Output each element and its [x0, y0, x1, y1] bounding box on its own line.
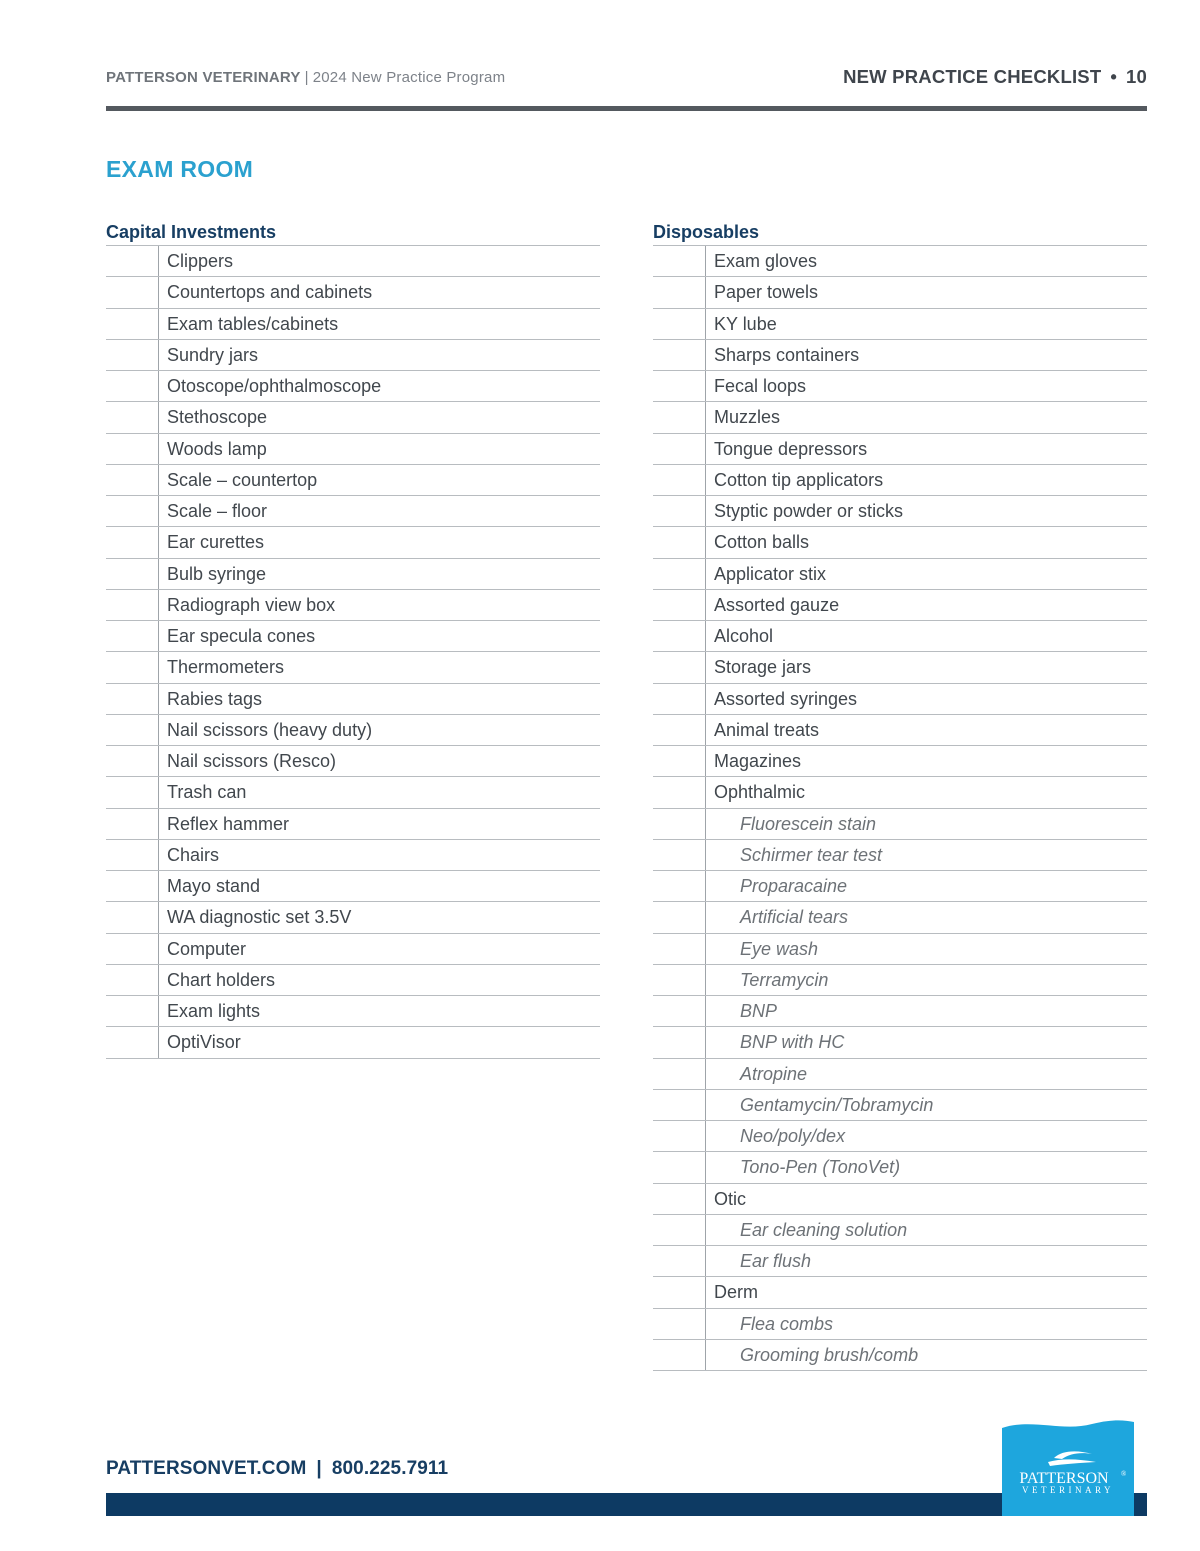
checkbox[interactable]	[653, 402, 706, 432]
checkbox[interactable]	[106, 621, 159, 651]
checkbox[interactable]	[653, 371, 706, 401]
checkbox[interactable]	[653, 652, 706, 682]
disposables-item-label: Exam gloves	[714, 251, 818, 271]
footer-contact	[106, 1458, 448, 1480]
capital-item-label: Reflex hammer	[167, 813, 290, 834]
checkbox[interactable]	[106, 996, 159, 1026]
disposables-row	[653, 1215, 1147, 1246]
capital-row	[106, 402, 600, 433]
checkbox[interactable]	[653, 715, 706, 745]
capital-row	[106, 371, 600, 402]
checkbox[interactable]	[106, 746, 159, 776]
capital-item-label: Clippers	[167, 251, 234, 271]
checkbox[interactable]	[106, 590, 159, 620]
checkbox[interactable]	[653, 340, 706, 370]
capital-item-label: Bulb syringe	[167, 563, 267, 584]
disposables-row	[653, 871, 1147, 902]
header-right	[843, 66, 1147, 88]
disposables-row	[653, 934, 1147, 965]
checkbox[interactable]	[653, 246, 706, 276]
disposables-row	[653, 809, 1147, 840]
checkbox[interactable]	[653, 1340, 706, 1370]
disposables-item-label: Flea combs	[740, 1313, 834, 1334]
checkbox[interactable]	[106, 559, 159, 589]
disposables-row	[653, 1184, 1147, 1215]
checkbox[interactable]	[106, 277, 159, 307]
capital-row	[106, 715, 600, 746]
disposables-item-label: Applicator stix	[714, 563, 827, 584]
disposables-item-label: Gentamycin/Tobramycin	[740, 1094, 934, 1115]
capital-row	[106, 246, 600, 277]
capital-item-label: Radiograph view box	[167, 594, 336, 615]
capital-item-label: Woods lamp	[167, 438, 267, 459]
disposables-row	[653, 902, 1147, 933]
checkbox[interactable]	[106, 840, 159, 870]
checkbox[interactable]	[653, 1277, 706, 1307]
checkbox[interactable]	[106, 527, 159, 557]
disposables-row	[653, 777, 1147, 808]
checkbox[interactable]	[106, 652, 159, 682]
capital-row	[106, 465, 600, 496]
capital-item-label: Mayo stand	[167, 876, 261, 896]
header-dot: •	[1110, 66, 1118, 87]
disposables-row	[653, 246, 1147, 277]
capital-row	[106, 527, 600, 558]
checkbox[interactable]	[106, 340, 159, 370]
logo-name: PATTERSON	[1019, 1470, 1109, 1487]
capital-item-label: Nail scissors (Resco)	[167, 751, 337, 771]
capital-item-label: Scale – countertop	[167, 469, 318, 490]
capital-row	[106, 590, 600, 621]
disposables-row	[653, 1277, 1147, 1308]
disposables-row	[653, 996, 1147, 1027]
disposables-row	[653, 590, 1147, 621]
checkbox[interactable]	[106, 777, 159, 807]
patterson-veterinary-logo	[1002, 1418, 1134, 1516]
capital-row	[106, 777, 600, 808]
disposables-row	[653, 527, 1147, 558]
disposables-item-label: Eye wash	[740, 938, 819, 959]
checkbox[interactable]	[106, 715, 159, 745]
disposables-item-label: Magazines	[714, 751, 802, 771]
capital-row	[106, 746, 600, 777]
disposables-row	[653, 965, 1147, 996]
capital-item-label: OptiVisor	[167, 1032, 241, 1053]
disposables-row	[653, 1027, 1147, 1058]
capital-row	[106, 277, 600, 308]
capital-item-label: Exam tables/cabinets	[167, 313, 339, 334]
checkbox[interactable]	[653, 840, 706, 870]
checkbox[interactable]	[106, 496, 159, 526]
checkbox[interactable]	[653, 621, 706, 651]
capital-item-label: Stethoscope	[167, 407, 268, 428]
disposables-row	[653, 1309, 1147, 1340]
disposables-item-label: Otic	[714, 1188, 747, 1209]
checkbox[interactable]	[653, 746, 706, 776]
disposables-row	[653, 1152, 1147, 1183]
capital-item-label: Nail scissors (heavy duty)	[167, 719, 373, 740]
logo-trademark: ®	[1121, 1470, 1127, 1478]
checkbox[interactable]	[106, 1027, 159, 1057]
capital-item-label: WA diagnostic set 3.5V	[167, 907, 352, 928]
disposables-row	[653, 1090, 1147, 1121]
checkbox[interactable]	[653, 1121, 706, 1151]
checkbox[interactable]	[653, 1027, 706, 1057]
capital-row	[106, 434, 600, 465]
capital-row	[106, 684, 600, 715]
disposables-row	[653, 277, 1147, 308]
disposables-item-label: Atropine	[740, 1063, 808, 1084]
disposables-row	[653, 1340, 1147, 1371]
capital-row	[106, 340, 600, 371]
disposables-row	[653, 559, 1147, 590]
header-separator: |	[304, 69, 309, 86]
header-brand: PATTERSON VETERINARY	[106, 69, 301, 86]
capital-row	[106, 621, 600, 652]
capital-row	[106, 309, 600, 340]
capital-item-label: Chairs	[167, 844, 220, 865]
capital-item-label: Computer	[167, 938, 247, 959]
checkbox[interactable]	[106, 965, 159, 995]
capital-row	[106, 559, 600, 590]
disposables-row	[653, 1121, 1147, 1152]
capital-investments-column	[106, 219, 600, 1059]
disposables-item-label: Ear cleaning solution	[740, 1219, 908, 1240]
checkbox[interactable]	[106, 402, 159, 432]
checkbox[interactable]	[653, 1059, 706, 1089]
checkbox[interactable]	[653, 559, 706, 589]
disposables-row	[653, 496, 1147, 527]
disposables-row	[653, 371, 1147, 402]
disposables-item-label: Ear flush	[740, 1251, 812, 1271]
capital-row	[106, 652, 600, 683]
checkbox[interactable]	[106, 809, 159, 839]
checkbox[interactable]	[106, 871, 159, 901]
capital-item-label: Countertops and cabinets	[167, 282, 373, 303]
header-program: 2024 New Practice Program	[312, 69, 506, 86]
checkbox[interactable]	[653, 684, 706, 714]
disposables-title: Disposables	[653, 219, 1147, 246]
disposables-item-label: Sharps containers	[714, 344, 860, 365]
disposables-item-label: Paper towels	[714, 282, 819, 303]
checkbox[interactable]	[653, 1184, 706, 1214]
capital-item-label: Rabies tags	[167, 688, 263, 709]
checkbox[interactable]	[653, 809, 706, 839]
disposables-row	[653, 1246, 1147, 1277]
disposables-item-label: Tongue depressors	[714, 438, 868, 459]
checkbox[interactable]	[106, 309, 159, 339]
capital-item-label: Chart holders	[167, 969, 276, 990]
checkbox[interactable]	[653, 871, 706, 901]
checkbox[interactable]	[106, 684, 159, 714]
disposables-row	[653, 340, 1147, 371]
checkbox[interactable]	[653, 434, 706, 464]
disposables-item-label: Storage jars	[714, 657, 812, 678]
capital-item-label: Exam lights	[167, 1001, 261, 1021]
footer-separator: |	[316, 1458, 322, 1479]
checkbox[interactable]	[106, 434, 159, 464]
checkbox[interactable]	[106, 246, 159, 276]
checkbox[interactable]	[653, 527, 706, 557]
disposables-item-label: Cotton tip applicators	[714, 469, 884, 490]
disposables-item-label: Tono-Pen (TonoVet)	[740, 1157, 901, 1178]
disposables-row	[653, 309, 1147, 340]
checkbox[interactable]	[653, 996, 706, 1026]
logo-sub: VETERINARY	[1022, 1485, 1114, 1495]
capital-item-label: Thermometers	[167, 657, 285, 678]
checkbox[interactable]	[653, 1309, 706, 1339]
disposables-column	[653, 219, 1147, 1371]
disposables-item-label: Assorted syringes	[714, 688, 858, 709]
capital-row	[106, 809, 600, 840]
header-left	[106, 69, 505, 86]
capital-item-label: Ear curettes	[167, 532, 265, 553]
disposables-item-label: Derm	[714, 1282, 758, 1303]
footer-band	[106, 1493, 1147, 1516]
page-number: 10	[1126, 66, 1147, 87]
checkbox[interactable]	[653, 1215, 706, 1245]
disposables-item-label: Schirmer tear test	[740, 844, 883, 865]
disposables-item-label: Terramycin	[740, 969, 829, 990]
disposables-item-label: BNP	[740, 1001, 778, 1021]
section-title: EXAM ROOM	[106, 156, 254, 182]
checkbox[interactable]	[653, 496, 706, 526]
disposables-row	[653, 652, 1147, 683]
capital-row	[106, 934, 600, 965]
checkbox[interactable]	[653, 1246, 706, 1276]
capital-investments-title: Capital Investments	[106, 219, 600, 246]
disposables-item-label: Muzzles	[714, 407, 781, 428]
disposables-item-label: Ophthalmic	[714, 782, 806, 803]
disposables-row	[653, 434, 1147, 465]
disposables-row	[653, 1059, 1147, 1090]
capital-item-label: Ear specula cones	[167, 626, 316, 646]
checkbox[interactable]	[653, 1152, 706, 1182]
checkbox[interactable]	[653, 277, 706, 307]
checkbox[interactable]	[653, 777, 706, 807]
disposables-item-label: KY lube	[714, 313, 777, 334]
disposables-item-label: Fecal loops	[714, 376, 807, 396]
disposables-item-label: BNP with HC	[740, 1032, 845, 1053]
disposables-row	[653, 402, 1147, 433]
capital-row	[106, 840, 600, 871]
checkbox[interactable]	[653, 934, 706, 964]
disposables-row	[653, 746, 1147, 777]
checkbox[interactable]	[653, 590, 706, 620]
checkbox[interactable]	[106, 902, 159, 932]
disposables-item-label: Grooming brush/comb	[740, 1344, 919, 1365]
doc-title: NEW PRACTICE CHECKLIST	[843, 66, 1102, 87]
disposables-item-label: Animal treats	[714, 719, 820, 740]
footer-phone[interactable]: 800.225.7911	[331, 1458, 449, 1479]
disposables-item-label: Artificial tears	[740, 907, 849, 928]
disposables-item-label: Styptic powder or sticks	[714, 501, 904, 521]
disposables-item-label: Cotton balls	[714, 532, 810, 553]
checkbox[interactable]	[106, 465, 159, 495]
disposables-row	[653, 621, 1147, 652]
capital-item-label: Otoscope/ophthalmoscope	[167, 376, 382, 396]
disposables-item-label: Alcohol	[714, 626, 774, 646]
checkbox[interactable]	[653, 1090, 706, 1120]
checkbox[interactable]	[653, 309, 706, 339]
checkbox[interactable]	[106, 934, 159, 964]
disposables-item-label: Assorted gauze	[714, 594, 840, 615]
capital-row	[106, 996, 600, 1027]
header-rule	[106, 106, 1147, 111]
footer-website[interactable]: PATTERSONVET.COM	[106, 1458, 307, 1479]
capital-investments-list	[106, 246, 600, 1059]
disposables-row	[653, 840, 1147, 871]
capital-item-label: Scale – floor	[167, 501, 268, 521]
disposables-item-label: Proparacaine	[740, 876, 848, 896]
capital-item-label: Trash can	[167, 782, 247, 803]
capital-item-label: Sundry jars	[167, 344, 259, 365]
disposables-row	[653, 715, 1147, 746]
capital-row	[106, 1027, 600, 1058]
checkbox[interactable]	[653, 465, 706, 495]
checkbox[interactable]	[653, 965, 706, 995]
disposables-item-label: Fluorescein stain	[740, 813, 877, 834]
disposables-row	[653, 465, 1147, 496]
disposables-row	[653, 684, 1147, 715]
capital-row	[106, 902, 600, 933]
disposables-item-label: Neo/poly/dex	[740, 1126, 846, 1146]
capital-row	[106, 871, 600, 902]
capital-row	[106, 496, 600, 527]
checkbox[interactable]	[106, 371, 159, 401]
disposables-list	[653, 246, 1147, 1371]
capital-row	[106, 965, 600, 996]
checkbox[interactable]	[653, 902, 706, 932]
